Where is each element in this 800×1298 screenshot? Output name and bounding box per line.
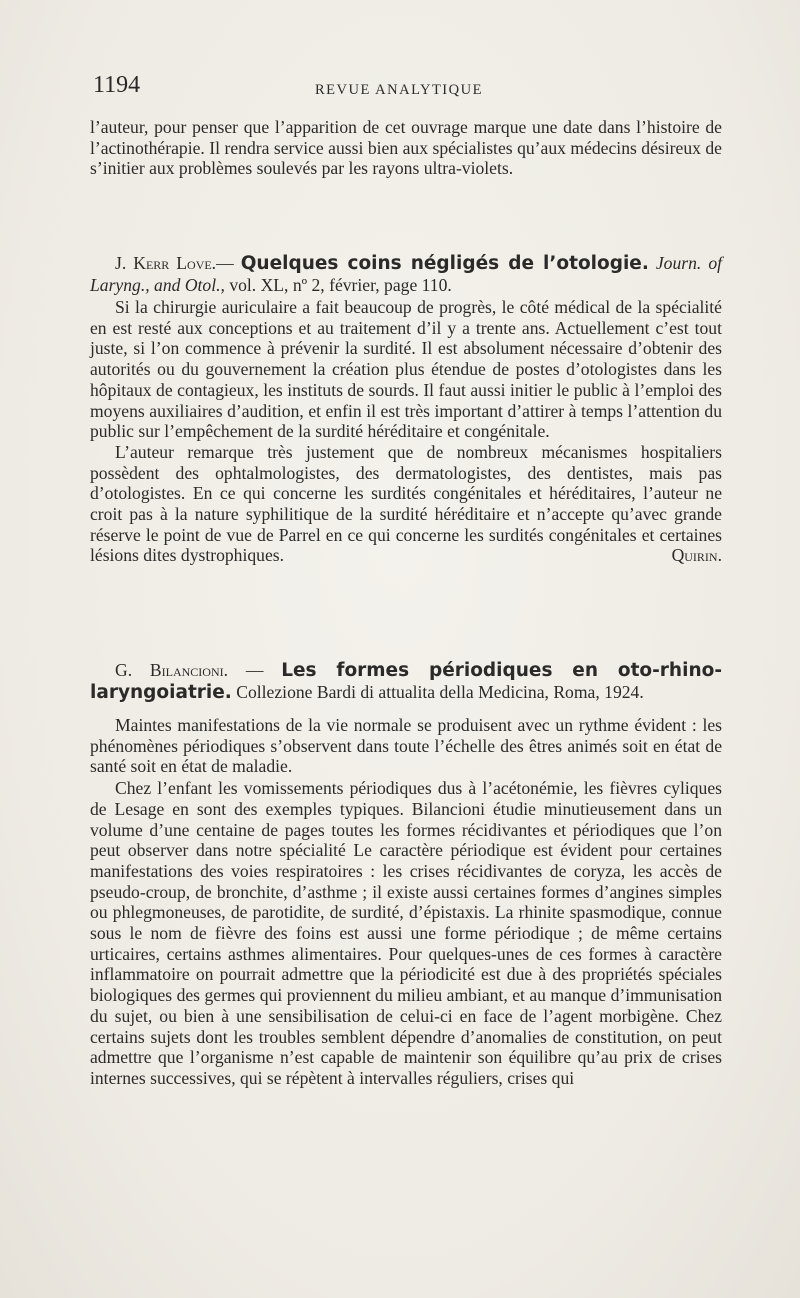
article-1-author: J. Kerr Love. [115,253,217,273]
page-number: 1194 [93,72,141,98]
article-1-reference [90,253,722,295]
article-2-dash: — [245,660,264,680]
article-2-body [90,715,722,1089]
article-1-paragraph-2 [90,442,722,566]
article-2-author: G. Bilancioni. [115,660,229,680]
article-1-signature: Quirin. [671,545,722,566]
article-1-journal: Journ. of Laryng., and Otol., [90,253,722,295]
article-1-title: Quelques coins négligés de l’otologie. [240,253,649,274]
article-2-paragraph-1: Maintes manifestations de la vie normale se produisent avec un rythme évident : les phénomènes périodiques s’observent dans toute l’échelle des êtres animés soit en état de santé soit en état de maladie. [90,715,722,777]
article-1-paragraph-1: Si la chirurgie auriculaire a fait beaucoup de progrès, le côté médical de la spécialité en est resté aux conceptions et au traitement d’il y a trente ans. Actuellement c’est tout juste, si l’on commence à prévenir la surdité. Il est absolument nécessaire d’obtenir des autorités ou du gouvernement la création plus étendue de postes d’otologistes dans les hôpitaux de contagieux, les instituts de sourds. Il faut aussi initier le public à l’emploi des moyens auxiliaires d’audition, et enfin il est très important d’attirer à temps l’attention du public sur l’empêchement de la surdité héréditaire et congénitale. [90,297,722,442]
article-1-dash: — [216,253,234,273]
article-2-title: Les formes périodiques en oto-rhino-laryngoiatrie. [90,660,722,703]
article-1-paragraph-2-text: L’auteur remarque très justement que de nombreux mécanismes hospitaliers possèdent des ophtalmologistes, des dermatologistes, des dentistes, mais pas d’otologistes. En ce qui concerne les surdités congénitales et héréditaires, l’auteur ne croit pas à la nature syphilitique de la surdité héréditaire et n’accepte qu’avec grande réserve le point de vue de Parrel en ce qui concerne les surdités congénitales et certaines lésions dites dystrophiques. [90,441,722,566]
article-1-citation: vol. XL, nº 2, février, page 110. [229,274,452,295]
article-2-citation: Collezione Bardi di attualita della Medicina, Roma, 1924. [236,681,644,702]
article-1-heading [90,253,722,295]
article-2-paragraph-2: Chez l’enfant les vomissements périodiques dus à l’acétonémie, les fièvres cyliques de Lesage en sont des exemples typiques. Bilancioni étudie minutieusement dans un volume d’une centaine de pages toutes les formes récidivantes et périodiques que l’on peut observer dans notre spécialité Le caractère périodique est évident pour certaines manifestations des voies respiratoires : les crises récidivantes de coryza, les accès de pseudo-croup, de bronchite, d’asthme ; il existe aussi certaines formes d’angines simples ou phlegmoneuses, de parotidite, de surdité, d’épistaxis. La rhinite spasmodique, connue sous le nom de fièvre des foins est aussi une forme périodique ; de même certains urticaires, certains asthmes alimentaires. Pour quelques-unes de ces formes à caractère inflammatoire on pourrait admettre que la périodicité est due à des propriétés spéciales biologiques des germes qui proviennent du milieu ambiant, et au manque d’immunisation du sujet, ou bien à une sensibilisation de celui-ci en face de l’agent morbigène. Chez certains sujets dont les troubles semblent dépendre d’anomalies de constitution, on peut admettre que l’organisme n’est capable de maintenir son équilibre qu’au prix de crises internes successives, qui se répètent à intervalles réguliers, crises qui [90,778,722,1088]
article-2-heading [90,660,722,703]
article-1-body [90,297,722,566]
continued-text-block [90,117,722,179]
article-2-reference [90,660,722,703]
running-title: REVUE ANALYTIQUE [315,82,483,98]
continued-paragraph: l’auteur, pour penser que l’apparition de cet ouvrage marque une date dans l’histoire de l’actinothérapie. Il rendra service aussi bien aux spécialistes qu’aux médecins désireux de s’initier aux problèmes soulevés par les rayons ultra-violets. [90,117,722,179]
